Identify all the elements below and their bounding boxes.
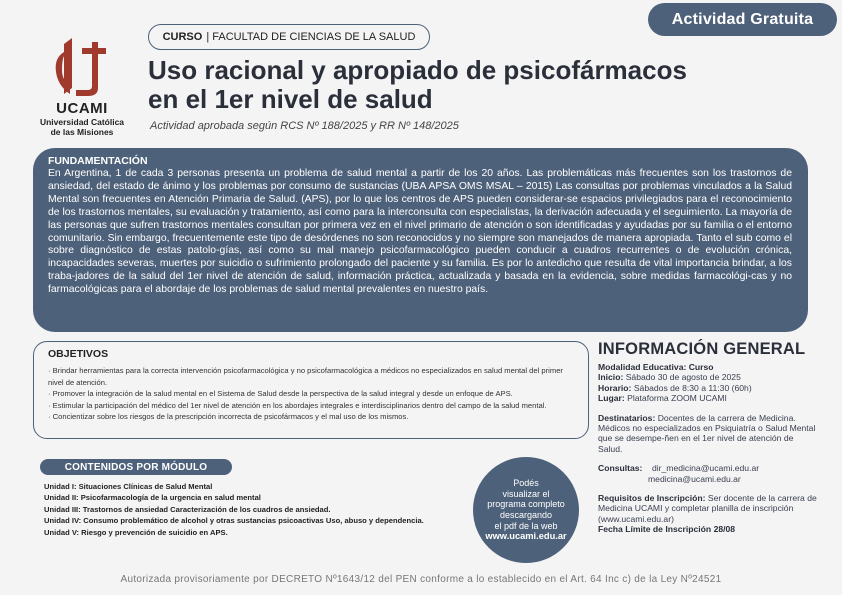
requisitos-value: Ser docente de la carrera de Medicina UCAMI y completar planilla de inscripción (www.ucami.edu.ar) [598, 493, 817, 524]
ucami-emblem-icon [52, 38, 112, 98]
consultas-email-2[interactable]: medicina@ucami.edu.ar [648, 473, 741, 484]
title-line-2: en el 1er nivel de salud [148, 84, 433, 114]
unit-item: Unidad I: Situaciones Clínicas de Salud Mental [44, 482, 213, 491]
lugar-label: Lugar: [598, 393, 625, 404]
consultas-label: Consultas: [598, 463, 643, 474]
unit-item: Unidad III: Trastornos de ansiedad Caracterización de los cuadros de ansiedad. [44, 504, 331, 514]
modalidad: Modalidad Educativa: Curso [598, 362, 714, 372]
unit-item: Unidad II: Psicofarmacología de la urgencia en salud mental [44, 493, 261, 503]
objetivo-item: · Brindar herramientas para la correcta intervención psicofarmacológica y no psicofarmacológica a médicos no especializados en salud mental del primer nivel de atención. [48, 366, 563, 387]
title-line-1: Uso racional y apropiado de psicofármacos [148, 55, 687, 85]
course-type: CURSO [162, 31, 203, 43]
destinatarios-label: Destinatarios: [598, 412, 656, 423]
inicio-value: Sábado 30 de agosto de 2025 [625, 372, 741, 383]
fundamentacion-panel [33, 148, 808, 332]
download-program-circle [473, 457, 579, 563]
info-heading: INFORMACIÓN GENERAL [598, 340, 806, 358]
horario-value: Sábados de 8:30 a 11:30 (60h) [633, 382, 752, 393]
horario-label: Horario: [598, 382, 632, 393]
unit-item: Unidad IV: Consumo problemático de alcohol y otras sustancias psicoactivas Uso, abuso y dependencia. [44, 516, 424, 526]
unit-item: Unidad V: Riesgo y prevención de suicidio en APS. [44, 527, 228, 537]
approval-note: Actividad aprobada según RCS Nº 188/2025 y RR Nº 148/2025 [150, 120, 459, 132]
fundamentacion-heading: FUNDAMENTACIÓN [48, 155, 148, 167]
page-title [148, 56, 768, 114]
lugar-value: Plataforma ZOOM UCAMI [627, 393, 727, 404]
contenidos-heading: CONTENIDOS POR MÓDULO [40, 459, 232, 475]
logo-name: UCAMI [56, 100, 108, 117]
circle-line-3: programa completo [487, 499, 565, 510]
objetivos-panel [33, 341, 589, 439]
fecha-limite: Fecha Límite de Inscripción 28/08 [598, 524, 736, 535]
ucami-logo [30, 38, 134, 137]
course-label [148, 24, 430, 50]
website-link[interactable]: www.ucami.edu.ar [485, 531, 567, 542]
objetivos-heading: OBJETIVOS [48, 348, 109, 360]
consultas-email-1[interactable]: dir_medicina@ucami.edu.ar [651, 463, 760, 474]
free-activity-badge: Actividad Gratuita [648, 3, 837, 36]
circle-line-2: visualizar el [502, 488, 550, 499]
fundamentacion-text: En Argentina, 1 de cada 3 personas presenta un problema de salud mental a partir de los 20 años. Las problemáticas más frecuentes son los trastornos de ansiedad, del estado de ánimo y los problemas por consumo de sustancias (UBA APSA OMS MSAL – 2015) Las consultas por problemas vinculados a la Salud Mental son frecuentes en Atención Primaria de Salud. (APS), por lo que los centros de APS pueden considerar-se espacios privilegiados para el reconocimiento de los trastornos mentales, su evaluación y tratamiento, así como para la interconsulta con especialistas, la derivación adecuada y el seguimiento. La mayoría de las personas que sufren trastornos mentales consultan por primera vez en el nivel primario de atención o son identificadas y ayudadas por su familia o el entorno comunitario. Sin embargo, frecuentemente este tipo de desórdenes no son reconocidos y no siempre son manejados de manera apropiada. Tanto el sub como el sobre diagnóstico de estas patolo-gías, así como su mal manejo psicofarmacológico pueden conducir a cuadros recurrentes o de evolución crónica, incapacidades severas, muertes por suicidio o sufrimiento prolongado del paciente y su familia. Es por lo antedicho que resulta de vital importancia brindar, a los traba-jadores de la salud del 1er nivel de atención de salud, información práctica, actualizada y basada en la evidencia, sobre medidas farmacológi-cas y no farmacológicas para el abordaje de los problemas de salud mental prevalentes en nuestro país. [48, 168, 792, 296]
circle-line-4: descargando [499, 510, 553, 520]
circle-line-5: el pdf de la web [494, 520, 558, 531]
units-list [44, 481, 424, 538]
course-faculty: | FACULTAD DE CIENCIAS DE LA SALUD [206, 31, 416, 43]
inicio-label: Inicio: [598, 372, 624, 383]
logo-subtitle-2: de las Misiones [50, 127, 114, 137]
objetivo-item: · Promover la integración de la salud mental en el Sistema de Salud desde la perspectiva de la salud integral y desde un enfoque de APS. [48, 389, 513, 398]
objetivo-item: · Concientizar sobre los riesgos de la prescripción incorrecta de psicofármacos y el mal uso de los mismos. [48, 412, 409, 421]
logo-subtitle-1: Universidad Católica [39, 117, 125, 127]
requisitos-label: Requisitos de Inscripción: [598, 493, 706, 504]
objetivo-item: · Estimular la participación del médico del 1er nivel de atención en los abordajes integrales e interdisciplinarios dentro del campo de la salud mental. [48, 400, 547, 410]
info-panel [598, 362, 818, 544]
circle-line-1: Podés [513, 478, 539, 489]
destinatarios-value: Docentes de la carrera de Medicina. Médicos no especializados en Psiquiatría o Salud Mental que se desempe-ñen en el 1er nivel de atención de Salud. [598, 412, 816, 454]
footer-decree: Autorizada provisoriamente por DECRETO Nº1643/12 del PEN conforme a lo establecido en el Art. 64 Inc c) de la Ley Nº24521 [120, 574, 722, 585]
